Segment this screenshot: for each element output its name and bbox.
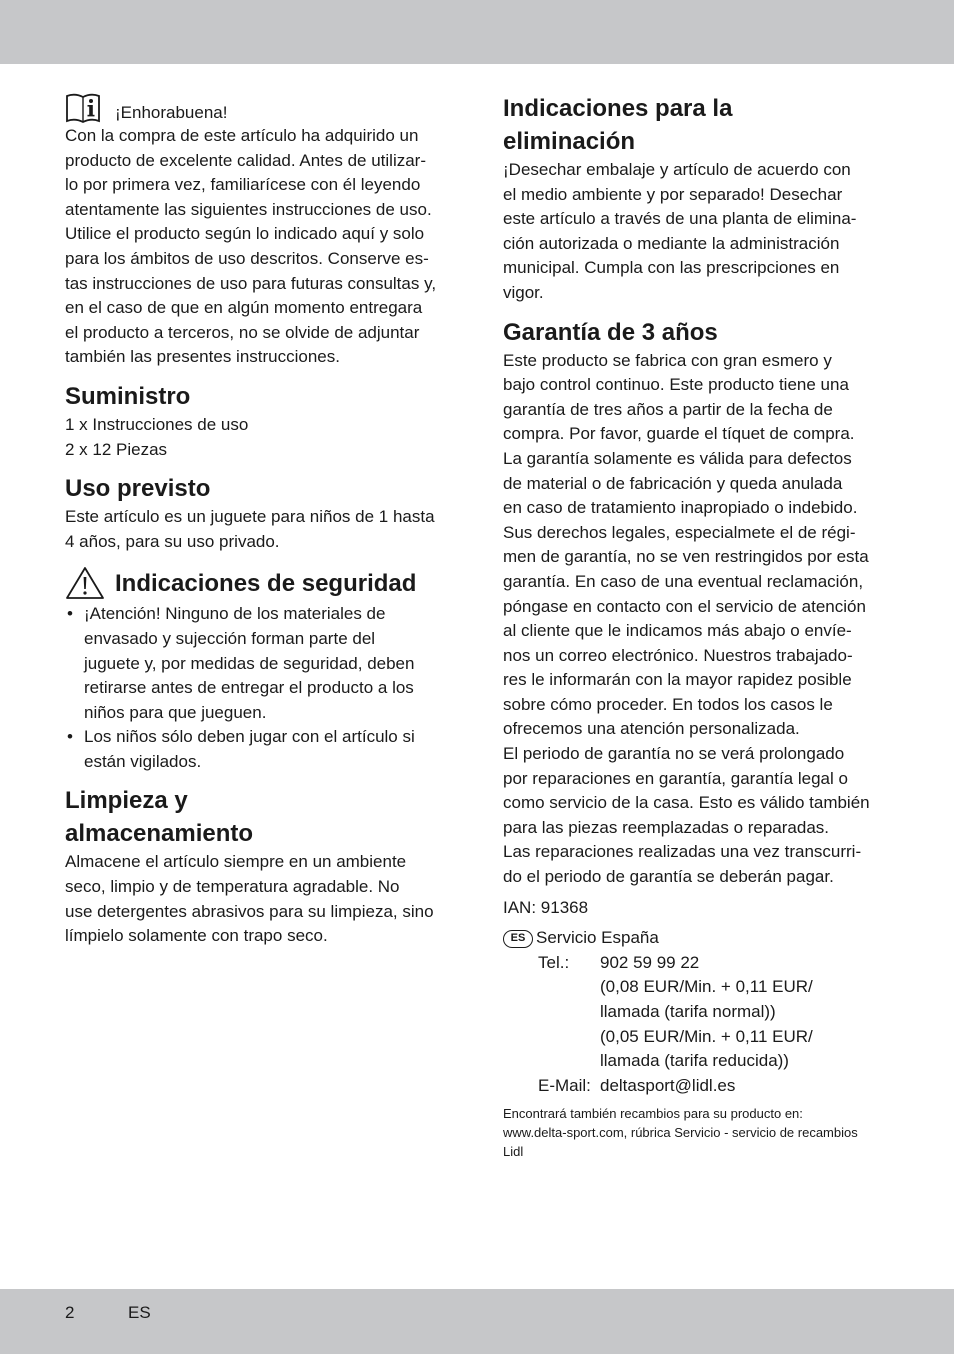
- eliminacion-heading: [503, 92, 898, 158]
- eliminacion-line: municipal. Cumpla con las prescripciones en: [503, 258, 840, 278]
- heading-line: Indicaciones para la: [503, 95, 733, 122]
- spare-parts-note: [503, 1104, 898, 1161]
- eliminacion-line: el medio ambiente y por separado! Desechar: [503, 184, 843, 204]
- garantia-line: Este producto se fabrica con gran esmero y: [503, 350, 832, 370]
- limpieza-line: Almacene el artículo siempre en un ambiente: [65, 852, 407, 872]
- garantia-line: bajo control continuo. Este producto tiene una: [503, 375, 849, 395]
- suministro-item: 2 x 12 Piezas: [65, 439, 168, 459]
- intro-line: lo por primera vez, familiarícese con él leyendo: [65, 175, 421, 195]
- garantia-line: para las piezas reemplazadas o reparadas.: [503, 817, 830, 837]
- right-column: [503, 92, 898, 1161]
- rate-line: (0,08 EUR/Min. + 0,11 EUR/: [600, 977, 813, 997]
- rate-line: llamada (tarifa reducida)): [600, 1051, 789, 1071]
- note-line: Encontrará también recambios para su producto en:: [503, 1106, 803, 1122]
- tel-label: Tel.:: [538, 952, 570, 972]
- garantia-line: El periodo de garantía no se verá prolongado: [503, 744, 845, 764]
- warning-triangle-icon: [65, 566, 105, 600]
- list-item: [65, 602, 460, 725]
- top-band: [0, 0, 954, 64]
- garantia-line: ofrecemos una atención personalizada.: [503, 719, 800, 739]
- garantia-line: en caso de tratamiento inapropiado o indebido.: [503, 498, 858, 518]
- garantia-line: compra. Por favor, guarde el tíquet de compra.: [503, 424, 855, 444]
- intro-line: Con la compra de este artículo ha adquirido un: [65, 126, 419, 145]
- limpieza-line: seco, limpio y de temperatura agradable. No: [65, 877, 400, 897]
- garantia-line: Las reparaciones realizadas una vez transcurri-: [503, 842, 862, 862]
- bullet-line: juguete y, por medidas de seguridad, deben: [84, 653, 415, 673]
- uso-heading: Uso previsto: [65, 475, 211, 503]
- bullet-line: ¡Atención! Ninguno de los materiales de: [84, 604, 386, 624]
- limpieza-line: use detergentes abrasivos para su limpieza, sino: [65, 901, 434, 921]
- service-block: [503, 926, 898, 1161]
- garantia-line: sobre cómo proceder. En todos los casos le: [503, 694, 833, 714]
- eliminacion-line: este artículo a través de una planta de elimina-: [503, 209, 857, 229]
- limpieza-heading: [65, 784, 460, 850]
- intro-line: atentamente las siguientes instrucciones de uso.: [65, 199, 432, 219]
- service-email-row: [538, 1074, 898, 1099]
- bullet-line: envasado y sujección forman parte del: [84, 628, 376, 648]
- tel-number: 902 59 99 22: [600, 952, 700, 972]
- heading-line: Limpieza y: [65, 787, 188, 815]
- intro-paragraph: [65, 124, 460, 370]
- note-line: Lidl: [503, 1144, 524, 1160]
- uso-line: 4 años, para su uso privado.: [65, 531, 280, 551]
- email-address: deltasport@lidl.es: [600, 1075, 736, 1095]
- intro-line: Utilice el producto según lo indicado aquí y solo: [65, 224, 425, 244]
- garantia-line: res le informarán con la mayor rapidez posible: [503, 670, 852, 690]
- garantia-line: nos un correo electrónico. Nuestros trabajado-: [503, 645, 853, 665]
- heading-line: almacenamiento: [65, 820, 254, 848]
- bullet-line: están vigilados.: [84, 751, 202, 771]
- suministro-list: [65, 413, 460, 462]
- limpieza-line: límpielo solamente con trapo seco.: [65, 926, 328, 946]
- garantia-line: de material o de fabricación y queda anulada: [503, 473, 843, 493]
- intro-line: el producto a terceros, no se olvide de adjuntar: [65, 322, 420, 342]
- eliminacion-line: ción autorizada o mediante la administración: [503, 233, 840, 253]
- seguridad-list: [65, 602, 460, 774]
- suministro-item: 1 x Instrucciones de uso: [65, 414, 249, 434]
- uso-line: Este artículo es un juguete para niños de 1 hasta: [65, 507, 435, 527]
- list-item: [65, 725, 460, 774]
- garantia-line: La garantía solamente es válida para defectos: [503, 448, 852, 468]
- garantia-line: al cliente que le indicamos más abajo o envíe-: [503, 621, 852, 641]
- intro-line: para los ámbitos de uso descritos. Conserve es-: [65, 248, 429, 268]
- seguridad-heading: Indicaciones de seguridad: [115, 569, 417, 597]
- ian-number: IAN: 91368: [503, 897, 589, 917]
- info-book-icon: [65, 92, 101, 124]
- language-code: ES: [128, 1303, 151, 1322]
- note-line: www.delta-sport.com, rúbrica Servicio - servicio de recambios: [503, 1125, 858, 1141]
- garantia-line: garantía de tres años a partir de la fecha de: [503, 399, 833, 419]
- intro-greeting: ¡Enhorabuena!: [115, 103, 228, 122]
- garantia-line: por reparaciones en garantía, garantía legal o: [503, 768, 848, 788]
- garantia-heading: Garantía de 3 años: [503, 318, 718, 346]
- intro-line: en el caso de que en algún momento entregara: [65, 298, 423, 318]
- service-name: Servicio España: [536, 928, 659, 948]
- rate-reduced: [600, 1025, 898, 1074]
- bullet-line: Los niños sólo deben jugar con el artículo si: [84, 727, 415, 747]
- garantia-line: póngase en contacto con el servicio de atención: [503, 596, 866, 616]
- intro-line: tas instrucciones de uso para futuras consultas y,: [65, 273, 437, 293]
- uso-paragraph: [65, 505, 460, 554]
- heading-line: eliminación: [503, 128, 636, 155]
- garantia-line: garantía. En caso de una eventual reclamación,: [503, 571, 864, 591]
- page-number: 2: [65, 1303, 75, 1322]
- service-header: [503, 926, 898, 951]
- eliminacion-line: vigor.: [503, 282, 544, 302]
- seguridad-title: [65, 566, 460, 600]
- eliminacion-paragraph: [503, 158, 898, 306]
- service-tel-row: [538, 951, 898, 976]
- garantia-line: como servicio de la casa. Esto es válido también: [503, 793, 870, 813]
- bullet-line: retirarse antes de entregar el producto a los: [84, 678, 414, 698]
- garantia-paragraph: [503, 349, 898, 890]
- rate-normal: [600, 975, 898, 1024]
- country-badge: ES: [503, 930, 533, 948]
- bullet-line: niños para que jueguen.: [84, 702, 267, 722]
- limpieza-paragraph: [65, 850, 460, 948]
- garantia-line: Sus derechos legales, especialmete el de régi-: [503, 522, 856, 542]
- email-label: E-Mail:: [538, 1075, 591, 1095]
- left-column: [65, 92, 460, 949]
- rate-line: (0,05 EUR/Min. + 0,11 EUR/: [600, 1026, 813, 1046]
- intro-line: también las presentes instrucciones.: [65, 347, 340, 367]
- rate-line: llamada (tarifa normal)): [600, 1002, 776, 1021]
- garantia-line: do el periodo de garantía se deberán pagar.: [503, 867, 834, 887]
- intro-header: [65, 92, 460, 124]
- suministro-heading: Suministro: [65, 382, 191, 410]
- intro-line: producto de excelente calidad. Antes de utilizar-: [65, 150, 427, 170]
- eliminacion-line: ¡Desechar embalaje y artículo de acuerdo con: [503, 160, 851, 179]
- garantia-line: men de garantía, no se ven restringidos por esta: [503, 547, 869, 567]
